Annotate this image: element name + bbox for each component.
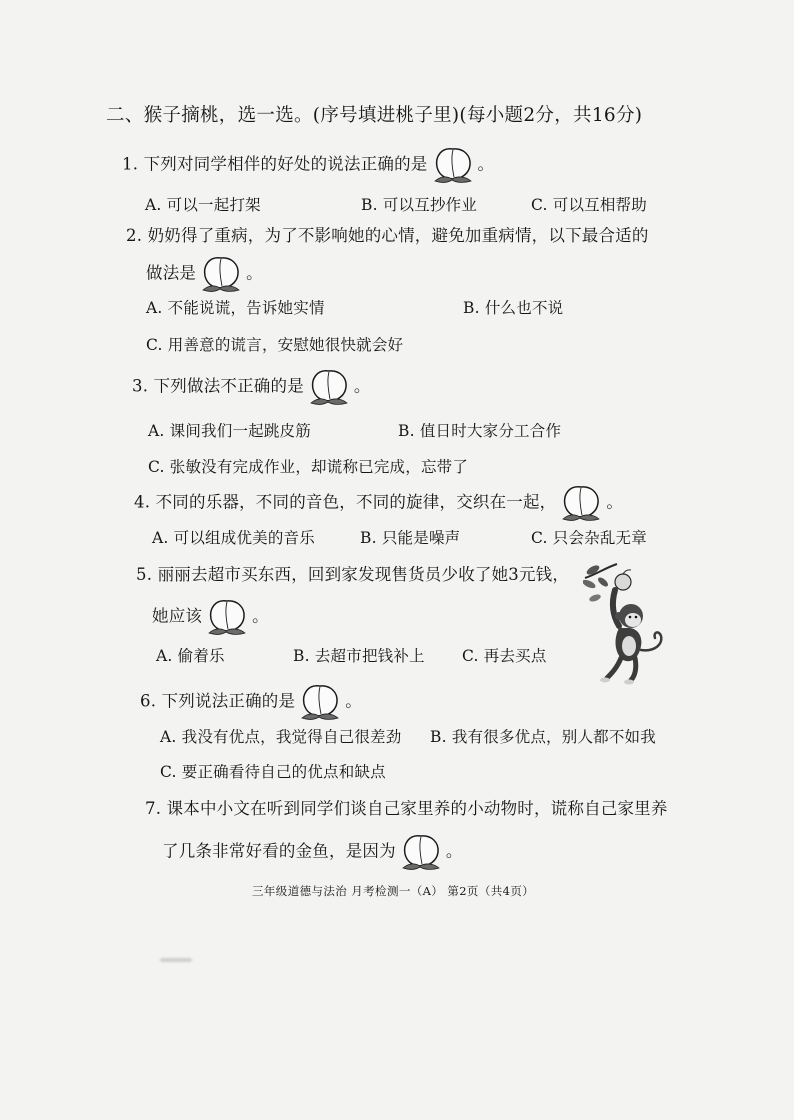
question-2-text: 做法是 [146,263,197,283]
question-1-text: 1. 下列对同学相伴的好处的说法正确的是 [122,154,428,174]
question-6-end: 。 [345,691,362,711]
question-5-text: 她应该 [152,606,203,626]
question-5-option-b: B. 去超市把钱补上 [293,647,425,665]
question-4-option-a: A. 可以组成优美的音乐 [152,529,315,547]
question-2-line1: 2. 奶奶得了重病，为了不影响她的心情，避免加重病情，以下最合适的 [126,226,649,245]
question-4-stem [134,483,623,523]
question-3-end: 。 [353,376,371,396]
page-footer: 三年级道德与法治 月考检测一（A） 第2页（共4页） [252,884,535,898]
question-1-end: 。 [477,154,495,174]
question-3-text: 3. 下列做法不正确的是 [132,376,304,396]
question-5-line1: 5. 丽丽去超市买东西，回到家发现售货员少收了她3元钱， [136,565,570,584]
question-3-option-a: A. 课间我们一起跳皮筋 [148,422,311,440]
question-5-end: 。 [252,606,269,626]
peach-answer-box-6[interactable] [298,682,342,722]
monkey-holding-peach-illustration [583,560,669,686]
question-5-stem [152,597,269,637]
question-6-option-b: B. 我有很多优点，别人都不如我 [430,728,656,746]
question-5-option-c: C. 再去买点 [462,647,547,665]
question-3-stem [132,367,371,407]
question-7-line1: 7. 课本中小文在听到同学们谈自己家里养的小动物时，谎称自己家里养 [145,799,668,818]
question-7-text: 了几条非常好看的金鱼，是因为 [162,841,396,861]
question-2-option-b: B. 什么也不说 [463,299,564,317]
question-4-option-c: C. 只会杂乱无章 [531,529,647,547]
section-title: 二、猴子摘桃，选一选。(序号填进桃子里)(每小题2分，共16分) [106,105,643,126]
question-1-option-b: B. 可以互抄作业 [361,196,478,214]
question-4-end: 。 [606,492,624,512]
question-6-stem [140,682,362,722]
scan-smudge [160,958,192,962]
question-6-option-a: A. 我没有优点，我觉得自己很差劲 [160,728,402,746]
peach-answer-box-7[interactable] [399,832,443,872]
peach-answer-box-1[interactable] [431,145,475,185]
question-3-option-b: B. 值日时大家分工合作 [398,422,562,440]
question-1-option-c: C. 可以互相帮助 [531,196,647,214]
question-1-option-a: A. 可以一起打架 [145,196,261,214]
question-5-option-a: A. 偷着乐 [156,647,225,665]
question-1-stem [122,145,494,185]
question-2-option-a: A. 不能说谎，告诉她实情 [146,299,325,317]
question-7-end: 。 [445,841,463,861]
peach-answer-box-5[interactable] [205,597,249,637]
question-6-option-c: C. 要正确看待自己的优点和缺点 [160,763,386,781]
question-2-end: 。 [246,263,263,283]
question-3-option-c: C. 张敏没有完成作业，却谎称已完成，忘带了 [148,458,469,476]
question-6-text: 6. 下列说法正确的是 [140,691,296,711]
peach-answer-box-2[interactable] [199,254,243,294]
peach-answer-box-3[interactable] [307,367,351,407]
peach-answer-box-4[interactable] [559,483,603,523]
question-7-stem [162,832,463,872]
question-2-option-c: C. 用善意的谎言，安慰她很快就会好 [146,336,404,354]
question-4-text: 4. 不同的乐器，不同的音色，不同的旋律，交织在一起， [134,492,557,512]
question-4-option-b: B. 只能是噪声 [360,529,461,547]
question-2-stem [146,254,263,294]
